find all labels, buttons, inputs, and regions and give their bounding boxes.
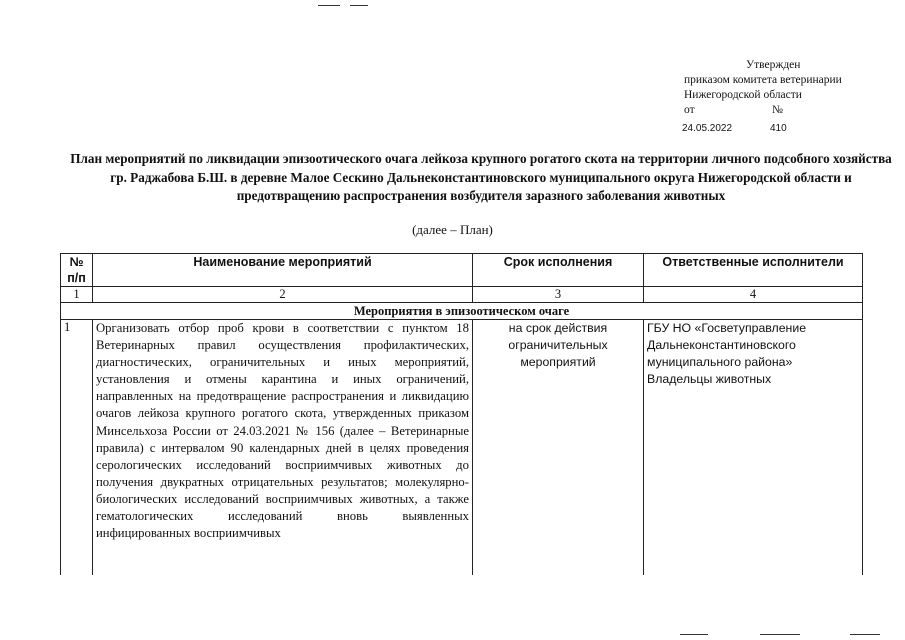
header-responsible: Ответственные исполнители	[644, 254, 863, 287]
row-term: на срок действия ограничительных мероприятий	[473, 320, 644, 576]
column-numbers-row	[61, 287, 863, 303]
section-title: Мероприятия в эпизоотическом очаге	[61, 303, 863, 320]
column-number-3: 3	[473, 287, 644, 303]
approval-date-number-labels	[684, 103, 842, 118]
column-number-4: 4	[644, 287, 863, 303]
approval-region-line: Нижегородской области	[684, 89, 802, 101]
row-num: 1	[61, 320, 93, 576]
approval-title: Утвержден	[746, 59, 801, 71]
approval-order-line: приказом комитета ветеринарии	[684, 74, 842, 86]
row-responsible-owners: Владельцы животных	[647, 372, 772, 386]
column-number-2: 2	[93, 287, 473, 303]
scan-artifact-top-2	[350, 5, 368, 6]
plan-table	[60, 253, 863, 575]
row-responsible-org: ГБУ НО «Госветуправление Дальнеконстантиновского муниципального района»	[647, 321, 807, 369]
table-row	[61, 320, 863, 576]
scan-artifact-bottom-1	[680, 634, 708, 635]
scan-artifact-bottom-2	[760, 634, 800, 635]
scan-artifact-bottom-3	[850, 634, 880, 635]
column-number-1: 1	[61, 287, 93, 303]
row-responsible	[644, 320, 863, 576]
table-header-row	[61, 254, 863, 287]
document-title: План мероприятий по ликвидации эпизоотического очага лейкоза крупного рогатого скота на территории личного подсобного хозяйства гр. Раджабова Б.Ш. в деревне Малое Сескино Дальнеконстантиновского муниципального округа Нижегородской области и предотвращению распространения возбудителя заразного заболевания животных	[70, 151, 892, 203]
scan-artifact-top-1	[318, 5, 340, 6]
header-num: № п/п	[61, 254, 93, 287]
approval-number: 410	[770, 123, 787, 134]
header-term: Срок исполнения	[473, 254, 644, 287]
approval-stamp	[684, 121, 842, 136]
approval-no-label: №	[772, 104, 783, 116]
row-name: Организовать отбор проб крови в соответствии с пунктом 18 Ветеринарных правил осуществления профилактических, диагностических, ограничительных и иных мероприятий, установления и отмены карантина и иных ограничений, направленных на предотвращение распространения и ликвидацию очагов лейкоза крупного рогатого скота, утвержденных приказом Минсельхоза России от 24.03.2021 № 156 (далее – Ветеринарные правила) с интервалом 90 календарных дней в целях проведения серологических исследований восприимчивых животных до получения двукратных отрицательных результатов; молекулярно-биологических исследований восприимчивых животных, а также гематологических исследований вновь выявленных инфицированных восприимчивых	[93, 320, 473, 576]
approval-date: 24.05.2022	[682, 123, 733, 134]
header-name: Наименование мероприятий	[93, 254, 473, 287]
document-subtitle: (далее – План)	[412, 222, 493, 237]
section-row	[61, 303, 863, 320]
approval-ot-label: от	[684, 104, 695, 116]
approval-block	[684, 58, 842, 136]
